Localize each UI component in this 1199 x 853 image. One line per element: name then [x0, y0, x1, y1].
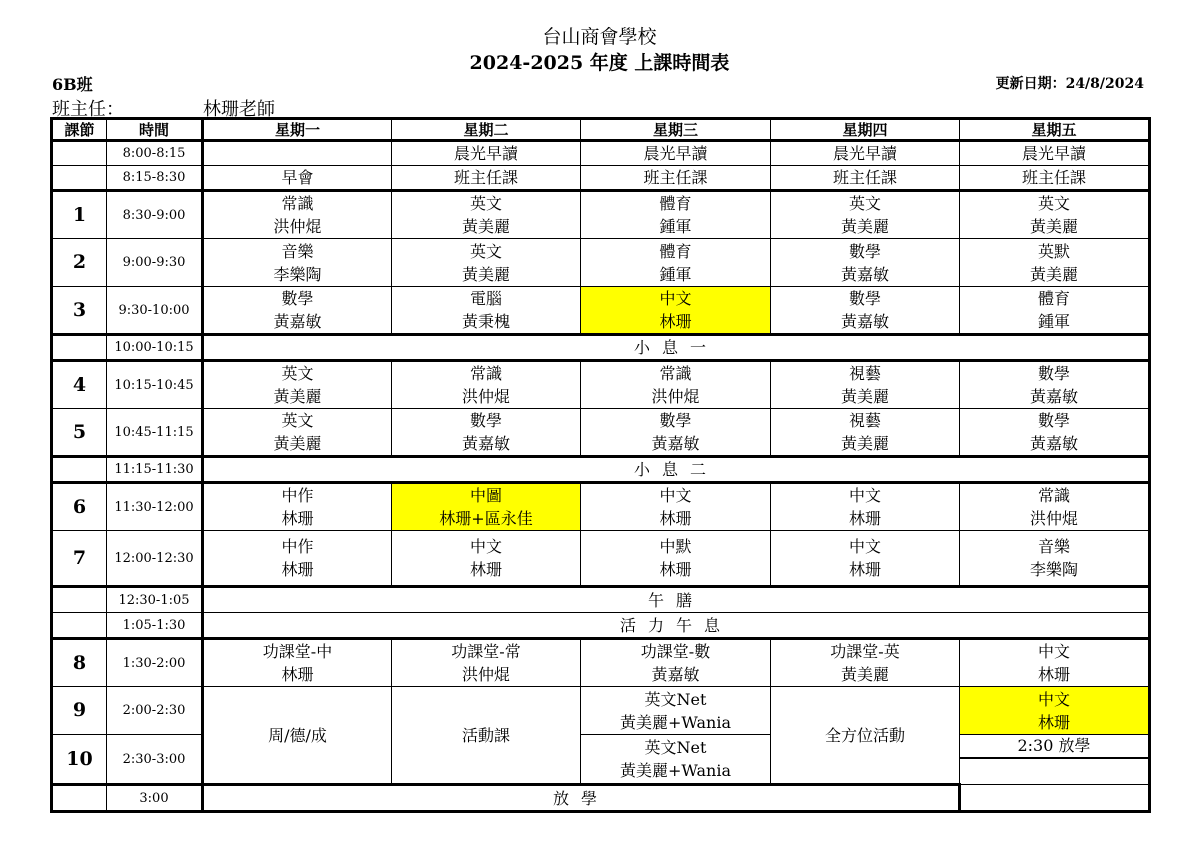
- mon-cell: [203, 639, 392, 687]
- subject: 中圖: [469, 486, 502, 505]
- teacher: 黃美麗: [1029, 217, 1078, 236]
- class-name: 6B班: [52, 75, 93, 94]
- teacher: 黃美麗: [461, 264, 510, 284]
- subject: 體育: [659, 194, 692, 213]
- time-cell: 12:00-12:30: [107, 531, 203, 587]
- period-number: 3: [52, 287, 107, 335]
- thu-cell: [771, 639, 960, 687]
- teacher: 黃嘉敏: [273, 312, 322, 331]
- mon-cell: [203, 287, 392, 335]
- subject: 英文: [469, 194, 502, 213]
- subject: 數學: [1037, 364, 1070, 383]
- subject: 數學: [848, 289, 881, 308]
- teacher: 鍾軍: [659, 217, 692, 236]
- tue-cell: [392, 239, 581, 287]
- teacher: 黃美麗: [840, 434, 889, 453]
- teacher: 黃嘉敏: [1029, 434, 1078, 453]
- period-number: 2: [52, 239, 107, 287]
- table-row: [52, 141, 1150, 166]
- class-master-name: 林珊老師: [203, 99, 275, 120]
- class-master-label: 班主任：: [52, 99, 124, 120]
- wed-cell: [581, 361, 771, 409]
- teacher: 黃美麗: [461, 217, 510, 236]
- subject: 常識: [469, 364, 502, 383]
- subject: 中作: [281, 486, 314, 505]
- fri-cell: [960, 239, 1150, 287]
- wed-cell: [581, 239, 771, 287]
- table-row: [52, 483, 1150, 531]
- subject: 英文Net: [644, 689, 707, 709]
- subject: 中默: [659, 537, 692, 556]
- header-row: [52, 119, 1150, 141]
- time-cell: 3:00: [107, 785, 203, 812]
- wed-cell: [581, 483, 771, 531]
- fri-cell-highlighted: [960, 687, 1150, 735]
- time-cell: 11:15-11:30: [107, 457, 203, 483]
- subject: 功課堂-英: [830, 642, 900, 661]
- subject: 電腦: [469, 289, 502, 308]
- subject: 中文: [659, 486, 692, 505]
- subject: 視藝: [848, 411, 881, 430]
- table-row: [52, 361, 1150, 409]
- time-cell: 8:00-8:15: [107, 141, 203, 166]
- teacher: 洪仲焜: [651, 387, 700, 406]
- thu-cell: [771, 239, 960, 287]
- time-cell: 8:30-9:00: [107, 191, 203, 239]
- tue-cell: 晨光早讀: [392, 141, 581, 166]
- lunch-row: [52, 587, 1150, 613]
- school-name: 台山商會學校: [542, 26, 657, 48]
- break-row: [52, 457, 1150, 483]
- mon-cell: [203, 483, 392, 531]
- period-number: 8: [52, 639, 107, 687]
- subject: 數學: [1037, 411, 1070, 430]
- subject: 英文: [281, 364, 314, 383]
- teacher: 林珊: [659, 312, 692, 331]
- fri-cell: [960, 287, 1150, 335]
- subject: 英文Net: [644, 738, 707, 757]
- fri-empty-cell: [960, 785, 1150, 812]
- thu-cell: 全方位活動: [771, 687, 960, 785]
- subject: 中文: [848, 537, 881, 556]
- break-label: 小息一: [203, 335, 1150, 361]
- fri-cell: 晨光早讀: [960, 141, 1150, 166]
- end-row: [52, 785, 1150, 812]
- tue-cell: 活動課: [392, 687, 581, 785]
- subject: 常識: [1037, 486, 1070, 505]
- time-cell: 11:30-12:00: [107, 483, 203, 531]
- time-cell: 10:15-10:45: [107, 361, 203, 409]
- subject: 數學: [848, 241, 881, 261]
- rest-row: [52, 613, 1150, 639]
- teacher: 洪仲焜: [1029, 509, 1078, 528]
- time-cell: 10:45-11:15: [107, 409, 203, 457]
- period-cell: [52, 166, 107, 191]
- time-cell: 2:00-2:30: [107, 687, 203, 735]
- wed-cell: [581, 531, 771, 587]
- teacher: 林珊: [659, 560, 692, 579]
- time-cell: 12:30-1:05: [107, 587, 203, 613]
- teacher: 林珊: [469, 560, 502, 579]
- fri-cell: [960, 531, 1150, 587]
- subject: 英文: [1037, 194, 1070, 213]
- subject: 常識: [659, 364, 692, 383]
- subject: 數學: [659, 411, 692, 430]
- teacher: 黃嘉敏: [840, 264, 889, 284]
- timetable: [50, 117, 1151, 813]
- subject: 數學: [469, 411, 502, 430]
- tue-cell: [392, 287, 581, 335]
- teacher: 洪仲焜: [273, 217, 322, 236]
- tue-cell-highlighted: [392, 483, 581, 531]
- subject: 常識: [281, 194, 314, 213]
- table-row: [52, 239, 1150, 287]
- teacher: 黃美麗: [273, 387, 322, 406]
- fri-cell: [960, 409, 1150, 457]
- tue-cell: [392, 639, 581, 687]
- col-header-time: 時間: [107, 119, 203, 141]
- teacher: 李樂陶: [273, 264, 322, 284]
- subject: 數學: [281, 289, 314, 308]
- period-number: 7: [52, 531, 107, 587]
- col-header-fri: 星期五: [960, 119, 1150, 141]
- thu-cell: [771, 361, 960, 409]
- dismissal-note: 2:30 放學: [960, 735, 1148, 759]
- teacher: 鍾軍: [659, 264, 692, 284]
- teacher: 黃美麗: [840, 217, 889, 236]
- teacher: 林珊: [281, 509, 314, 528]
- table-row: [52, 287, 1150, 335]
- fri-cell: [960, 735, 1150, 785]
- wed-cell: [581, 191, 771, 239]
- tue-cell: [392, 531, 581, 587]
- col-header-mon: 星期一: [203, 119, 392, 141]
- mon-cell: [203, 239, 392, 287]
- subject: 音樂: [281, 241, 314, 261]
- teacher: 黃嘉敏: [651, 434, 700, 453]
- teacher: 黃嘉敏: [651, 665, 700, 684]
- time-cell: 8:15-8:30: [107, 166, 203, 191]
- subject: 體育: [1037, 289, 1070, 308]
- teacher: 林珊: [659, 509, 692, 528]
- col-header-thu: 星期四: [771, 119, 960, 141]
- wed-cell: 晨光早讀: [581, 141, 771, 166]
- thu-cell: [771, 409, 960, 457]
- teacher: 洪仲焜: [461, 387, 510, 406]
- wed-cell: [581, 687, 771, 735]
- table-row: [52, 166, 1150, 191]
- teacher: 黃美麗: [1029, 264, 1078, 284]
- teacher: 黃嘉敏: [840, 312, 889, 331]
- break-label: 小息二: [203, 457, 1150, 483]
- tue-cell: [392, 409, 581, 457]
- period-number: 1: [52, 191, 107, 239]
- teacher: 李樂陶: [1029, 560, 1078, 579]
- period-cell: [52, 587, 107, 613]
- period-cell: [52, 457, 107, 483]
- thu-cell: [771, 483, 960, 531]
- teacher: 林珊+區永佳: [439, 509, 533, 528]
- teacher: 林珊: [1037, 712, 1070, 732]
- teacher: 黃美麗: [840, 665, 889, 684]
- col-header-tue: 星期二: [392, 119, 581, 141]
- subject: 英文: [848, 194, 881, 213]
- time-cell: 9:00-9:30: [107, 239, 203, 287]
- time-cell: 1:05-1:30: [107, 613, 203, 639]
- teacher: 林珊: [848, 560, 881, 579]
- teacher: 黃嘉敏: [461, 434, 510, 453]
- subject: 功課堂-中: [262, 642, 333, 661]
- teacher: 黃美麗+Wania: [620, 712, 731, 732]
- subject: 中文: [1037, 689, 1070, 709]
- table-row: [52, 639, 1150, 687]
- col-header-period: 課節: [52, 119, 107, 141]
- subject: 功課堂-數: [640, 642, 711, 661]
- fri-cell: [960, 191, 1150, 239]
- dismissal-label: 放學: [203, 785, 960, 812]
- fri-cell: [960, 361, 1150, 409]
- wed-cell-highlighted: [581, 287, 771, 335]
- teacher: 黃秉槐: [461, 312, 510, 331]
- timetable-title: 2024-2025 年度 上課時間表: [469, 52, 730, 74]
- wed-cell: [581, 409, 771, 457]
- time-cell: 10:00-10:15: [107, 335, 203, 361]
- table-row: [52, 191, 1150, 239]
- subject: 英文: [281, 411, 314, 430]
- col-header-wed: 星期三: [581, 119, 771, 141]
- subject: 視藝: [848, 364, 881, 383]
- period-number: 10: [52, 735, 107, 785]
- teacher: 洪仲焜: [461, 665, 510, 684]
- update-date: 更新日期：24/8/2024: [995, 76, 1144, 92]
- thu-cell: [771, 191, 960, 239]
- tue-cell: [392, 191, 581, 239]
- table-row: [52, 409, 1150, 457]
- thu-cell: [771, 531, 960, 587]
- mon-cell: 周/德/成: [203, 687, 392, 785]
- subject: 中文: [469, 537, 502, 556]
- break-row: [52, 335, 1150, 361]
- wed-cell: 班主任課: [581, 166, 771, 191]
- tue-cell: [392, 361, 581, 409]
- subject: 中文: [1037, 642, 1070, 661]
- mon-cell: 早會: [203, 166, 392, 191]
- thu-cell: [771, 287, 960, 335]
- period-number: 9: [52, 687, 107, 735]
- teacher: 林珊: [848, 509, 881, 528]
- teacher: 林珊: [1037, 665, 1070, 684]
- teacher: 黃美麗: [840, 387, 889, 406]
- mon-cell: [203, 141, 392, 166]
- subject: 功課堂-常: [451, 642, 521, 661]
- mon-cell: [203, 361, 392, 409]
- fri-cell: [960, 483, 1150, 531]
- teacher: 黃美麗+Wania: [620, 761, 731, 780]
- mon-cell: [203, 409, 392, 457]
- table-row: [52, 687, 1150, 735]
- time-cell: 9:30-10:00: [107, 287, 203, 335]
- teacher: 黃嘉敏: [1029, 387, 1078, 406]
- period-number: 6: [52, 483, 107, 531]
- period-number: 4: [52, 361, 107, 409]
- mon-cell: [203, 191, 392, 239]
- rest-label: 活力午息: [203, 613, 1150, 639]
- teacher: 黃美麗: [273, 434, 322, 453]
- subject: 英文: [469, 241, 502, 261]
- period-cell: [52, 141, 107, 166]
- wed-cell: [581, 735, 771, 785]
- subject: 英默: [1037, 241, 1070, 261]
- teacher: 林珊: [281, 665, 314, 684]
- teacher: 林珊: [281, 560, 314, 579]
- table-row: [52, 531, 1150, 587]
- lunch-label: 午膳: [203, 587, 1150, 613]
- subject: 中文: [659, 289, 692, 308]
- fri-cell: [960, 639, 1150, 687]
- thu-cell: 晨光早讀: [771, 141, 960, 166]
- time-cell: 2:30-3:00: [107, 735, 203, 785]
- wed-cell: [581, 639, 771, 687]
- thu-cell: 班主任課: [771, 166, 960, 191]
- fri-cell: 班主任課: [960, 166, 1150, 191]
- period-cell: [52, 613, 107, 639]
- teacher: 鍾軍: [1037, 312, 1070, 331]
- period-cell: [52, 335, 107, 361]
- subject: 中作: [281, 537, 314, 556]
- subject: 音樂: [1037, 537, 1070, 556]
- subject: 中文: [848, 486, 881, 505]
- time-cell: 1:30-2:00: [107, 639, 203, 687]
- period-number: 5: [52, 409, 107, 457]
- period-cell: [52, 785, 107, 812]
- mon-cell: [203, 531, 392, 587]
- tue-cell: 班主任課: [392, 166, 581, 191]
- subject: 體育: [659, 241, 692, 261]
